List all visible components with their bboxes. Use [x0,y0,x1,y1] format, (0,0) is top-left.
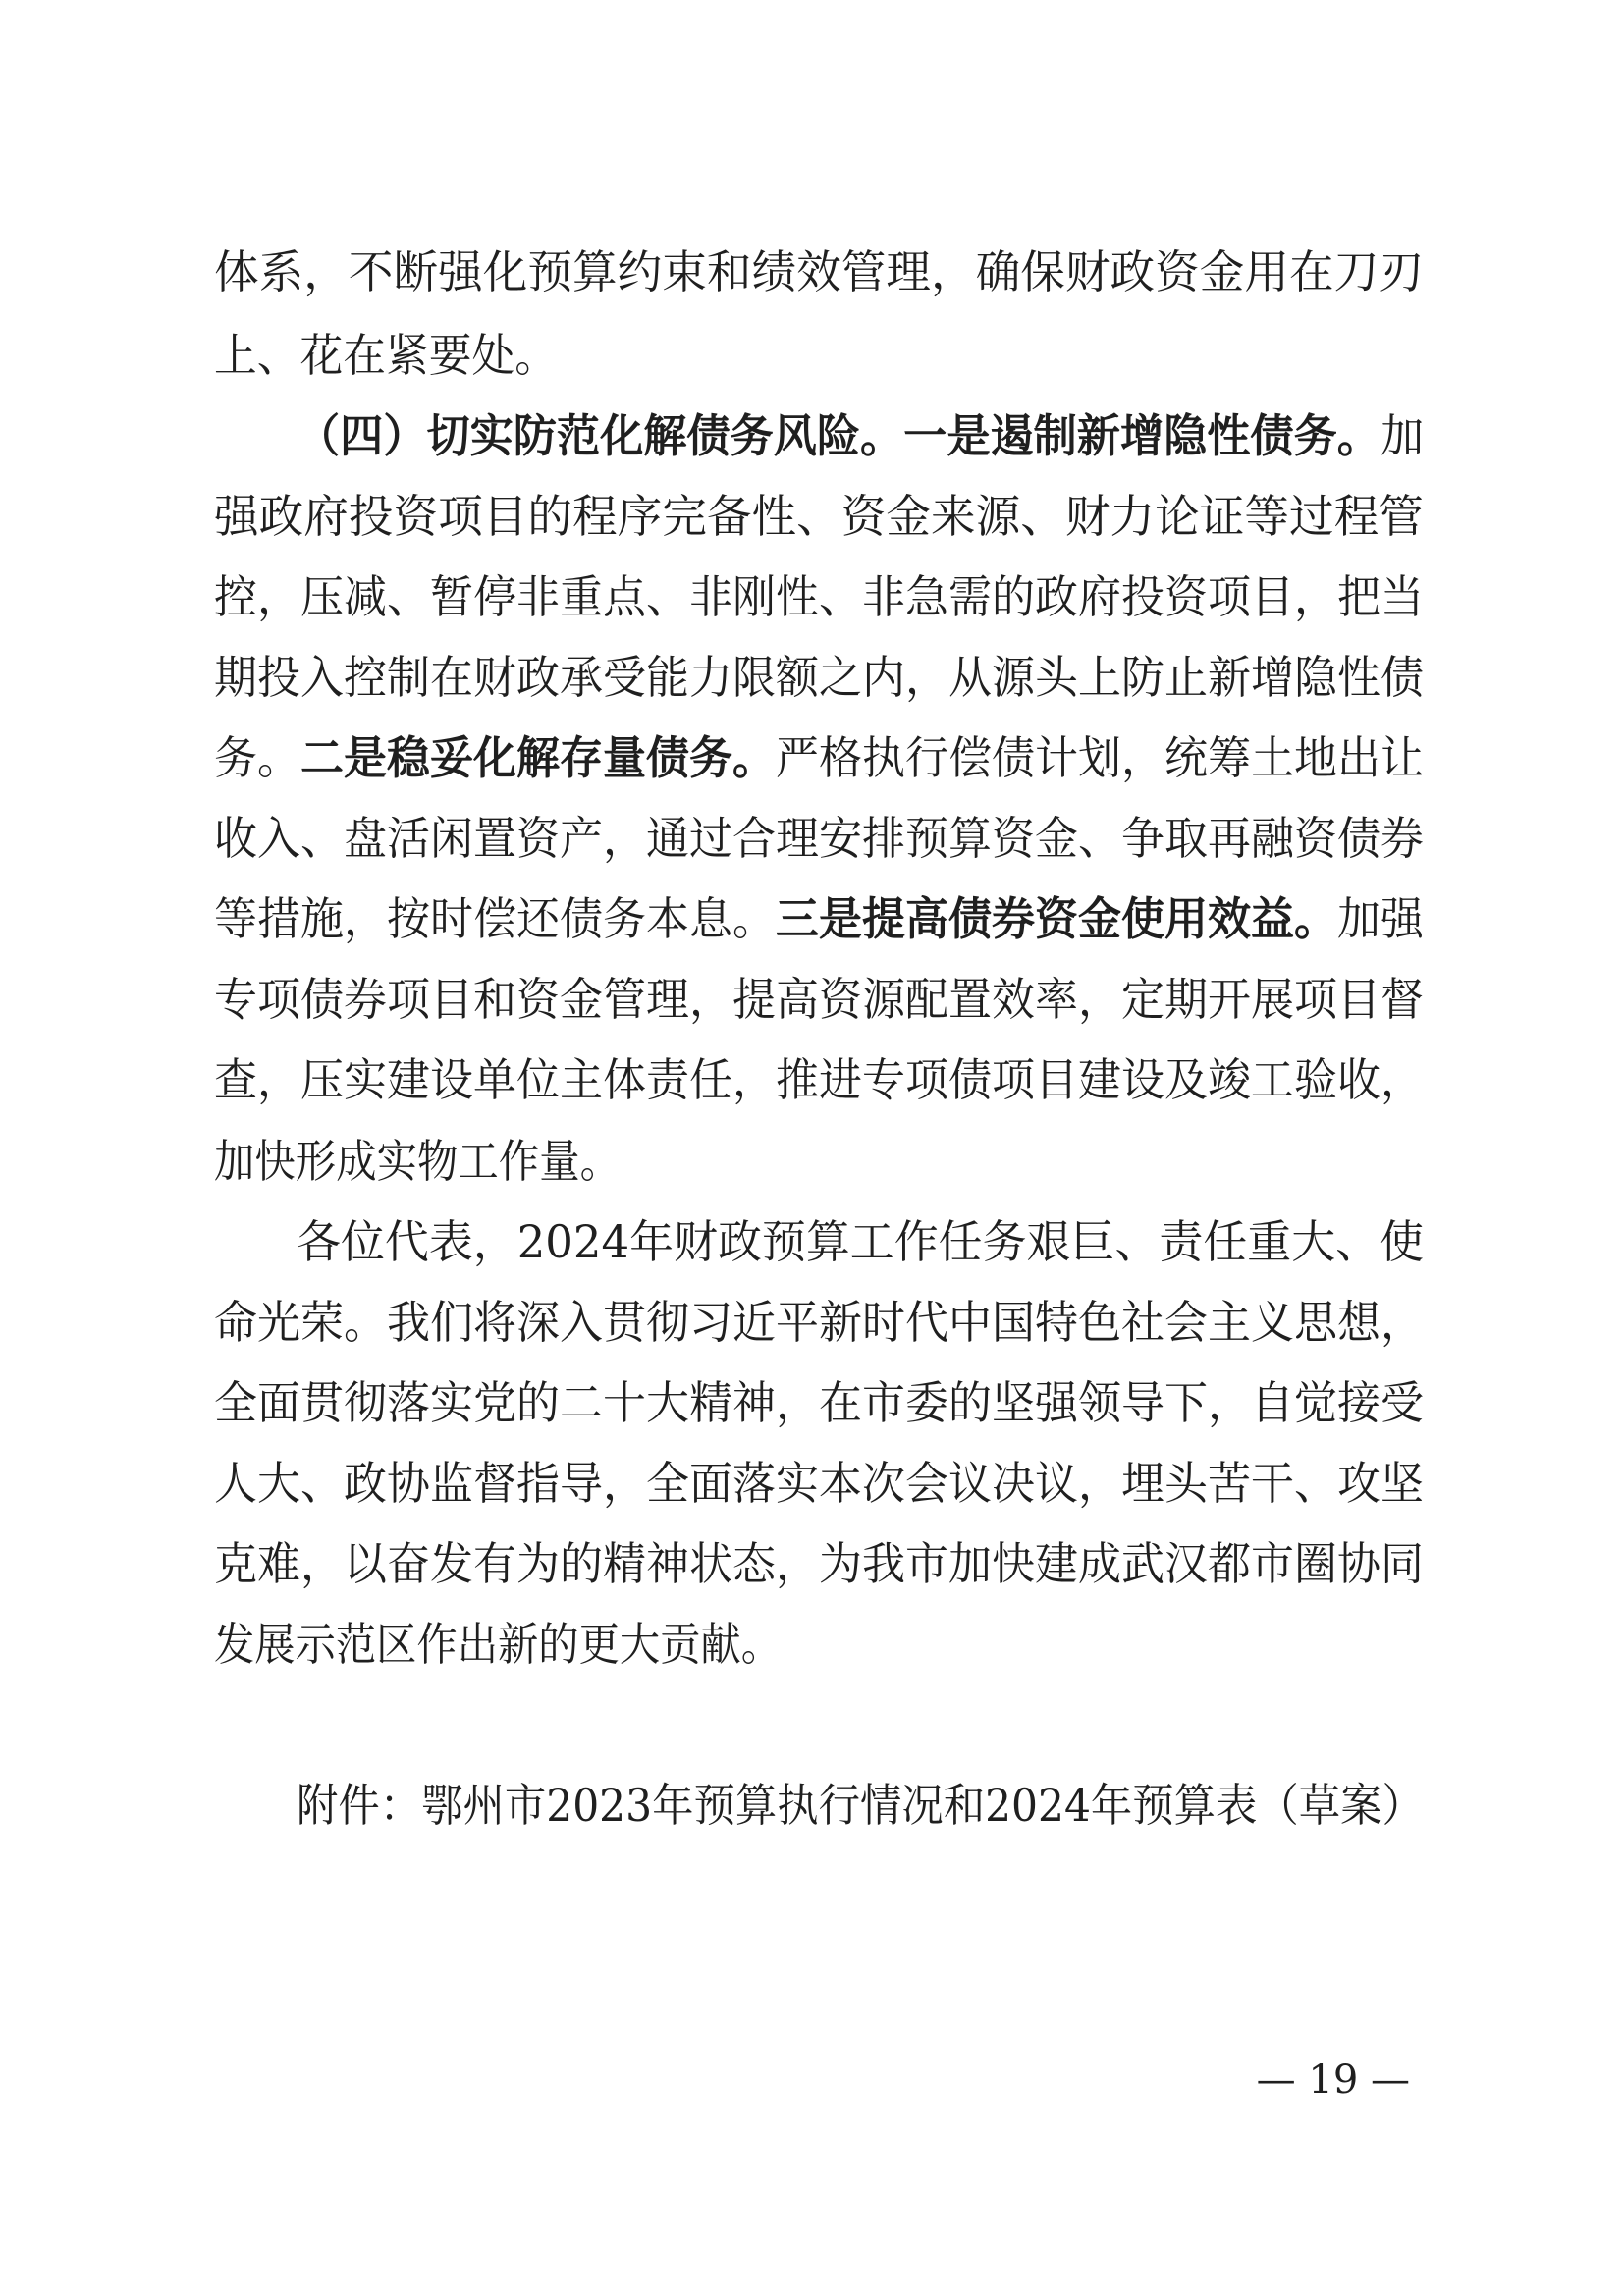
text-run: 加 [1380,409,1424,462]
text-run: 附件：鄂州市2023年预算执行情况和2024年预算表（草案） [297,1779,1424,1832]
text-run: 务。 [214,731,300,784]
text-run: 全面贯彻落实党的二十大精神，在市委的坚强领导下，自觉接受 [214,1376,1424,1429]
text-run: 专项债券项目和资金管理，提高资源配置效率，定期开展项目督 [214,973,1424,1026]
bold-phrase: 三是提高债券资金使用效益。 [776,892,1337,945]
text-run: 克难，以奋发有为的精神状态，为我市加快建成武汉都市圈协同 [214,1537,1424,1590]
text-run: 发展示范区作出新的更大贡献。 [214,1618,782,1671]
text-run: 体系，不断强化预算约束和绩效管理，确保财政资金用在刀刃 [214,245,1424,298]
text-run: 人大、政协监督指导，全面落实本次会议决议，埋头苦干、攻坚 [214,1457,1424,1510]
page-number: — 19 — [1256,2057,1410,2103]
text-run: 上、花在紧要处。 [214,329,559,382]
bold-phrase: （四）切实防范化解债务风险。一是遏制新增隐性债务。 [297,409,1380,462]
text-run: 查，压实建设单位主体责任，推进专项债项目建设及竣工验收， [214,1053,1424,1106]
text-run: 严格执行偿债计划，统筹土地出让 [776,731,1424,784]
text-run: 期投入控制在财政承受能力限额之内，从源头上防止新增隐性债 [214,651,1424,704]
text-run: 等措施，按时偿还债务本息。 [214,892,776,945]
text-run: 控，压减、暂停非重点、非刚性、非急需的政府投资项目，把当 [214,570,1424,623]
text-run: 强政府投资项目的程序完备性、资金来源、财力论证等过程管 [214,490,1424,543]
text-run: 命光荣。我们将深入贯彻习近平新时代中国特色社会主义思想， [214,1296,1424,1349]
bold-phrase: 二是稳妥化解存量债务。 [300,731,776,784]
text-run: 各位代表，2024年财政预算工作任务艰巨、责任重大、使 [297,1215,1425,1268]
text-run: 收入、盘活闲置资产，通过合理安排预算资金、争取再融资债券 [214,812,1424,865]
text-run: 加快形成实物工作量。 [214,1135,621,1188]
text-run: 加强 [1337,892,1424,945]
